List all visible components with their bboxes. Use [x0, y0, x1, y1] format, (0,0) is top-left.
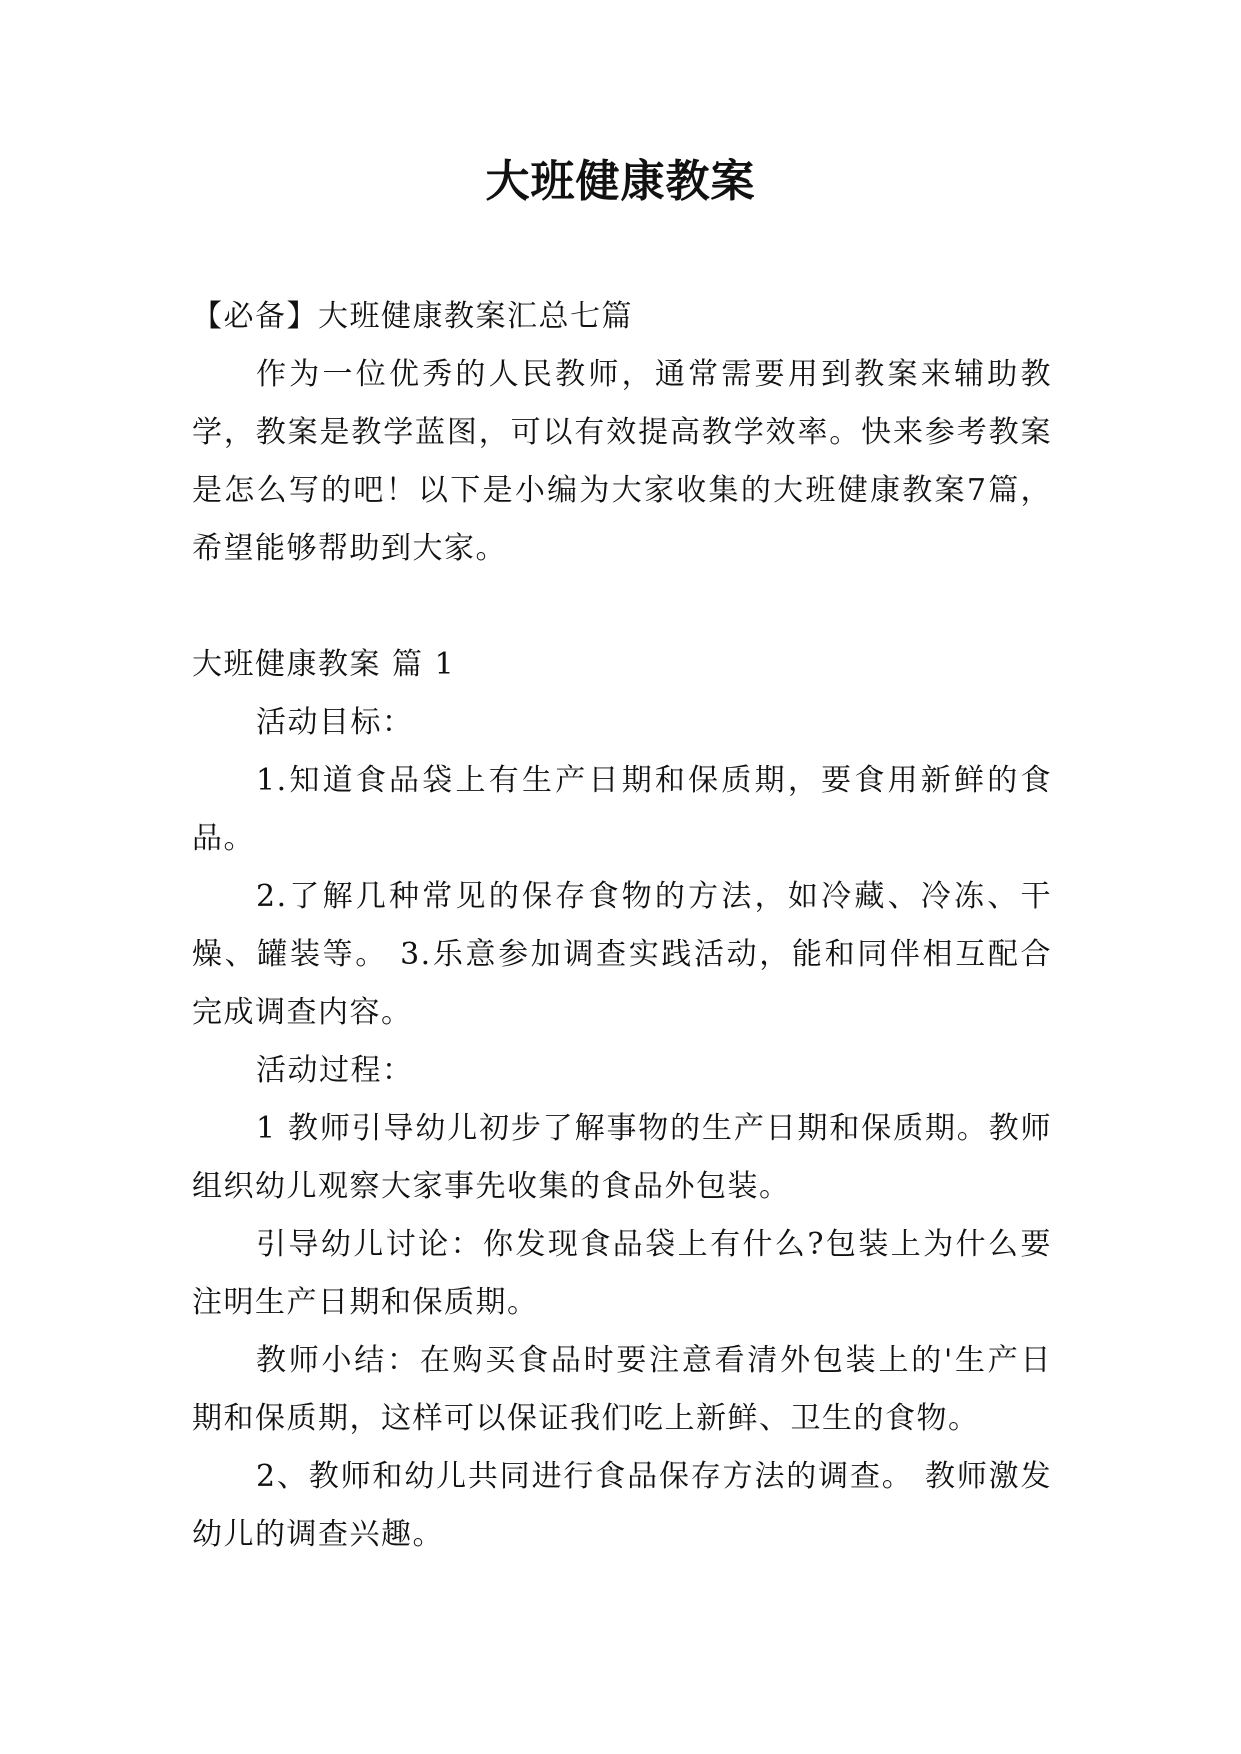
goal-item-2-3: 2.了解几种常见的保存食物的方法，如冷藏、冷冻、干燥、罐装等。 3.乐意参加调查实践活动，能和同伴相互配合完成调查内容。 [192, 879, 1052, 1030]
section-heading: 大班健康教案 篇 1 [192, 647, 456, 682]
intro-paragraph: 作为一位优秀的人民教师，通常需要用到教案来辅助教学，教案是教学蓝图，可以有效提高教学效率。快来参考教案是怎么写的吧！以下是小编为大家收集的大班健康教案7篇，希望能够帮助到大家。 [192, 357, 1052, 566]
process-step-1-discussion: 引导幼儿讨论：你发现食品袋上有什么?包装上为什么要注明生产日期和保质期。 [192, 1227, 1052, 1320]
paragraph-spacer [192, 578, 1052, 636]
document-title: 大班健康教案 [485, 156, 756, 207]
subtitle-line: 【必备】大班健康教案汇总七篇 [192, 299, 633, 334]
process-label: 活动过程： [256, 1053, 414, 1088]
process-step-1: 1 教师引导幼儿初步了解事物的生产日期和保质期。教师组织幼儿观察大家事先收集的食品外包装。 [192, 1111, 1052, 1204]
process-step-2: 2、教师和幼儿共同进行食品保存方法的调查。 教师激发幼儿的调查兴趣。 [192, 1459, 1052, 1552]
process-step-1-summary: 教师小结：在购买食品时要注意看清外包装上的'生产日期和保质期，这样可以保证我们吃上新鲜、卫生的食物。 [192, 1343, 1052, 1436]
goals-label: 活动目标： [256, 705, 414, 740]
goal-item-1: 1.知道食品袋上有生产日期和保质期，要食用新鲜的食品。 [192, 763, 1052, 856]
document-body [192, 288, 1052, 1564]
